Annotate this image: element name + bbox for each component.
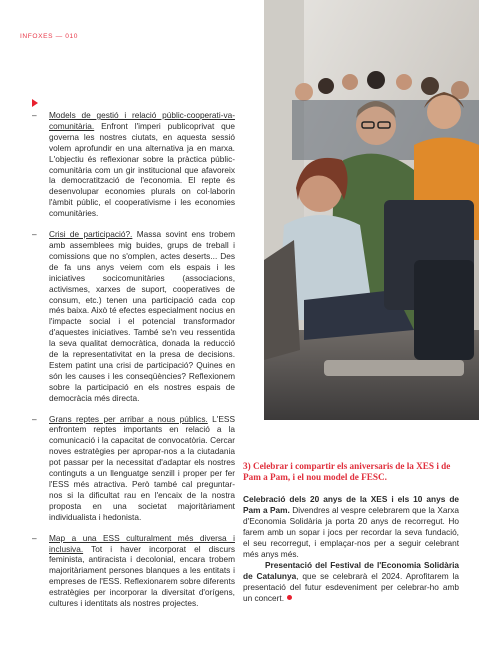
item-title: Models de gestió i relació públic-cooperati-va-comunitària. bbox=[49, 110, 235, 131]
audience-photo bbox=[264, 0, 479, 420]
audience-photo-icon bbox=[264, 0, 479, 420]
paragraph-text: , que se celebrarà el 2024. Aprofitarem la presentació del futur esdeveniment per celebrar-ho amb un concert. bbox=[243, 570, 459, 603]
paragraph-text: Divendres al vespre celebrarem que la Xarxa d'Economia Solidària ja porta 20 anys de recorregut. Ho farem amb un sopar i jocs per recordar la seva fundació, el seu recorregut, i emplaçar-nos per a seguir celebrant més anys més. bbox=[243, 505, 459, 559]
item-title: Crisi de participació?. bbox=[49, 229, 133, 240]
item-title: Map a una ESS culturalment més diversa i inclusiva. bbox=[49, 532, 235, 554]
item-text: L'ESS enfrontem reptes importants en relació a la comunicació i la capacitat de convocatòria. Cercar noves estratègies per apropar-nos a la ciutadania pot passar per la necessitat d'adaptar els nostres continguts a un llenguatge senzill i proper per fer l'ESS més atractiva. Però també cal preguntar-nos si la dificultat rau en l'encaix de la nostra proposta en una societat majoritàriament individualista i hedonista. bbox=[49, 413, 235, 522]
end-mark-icon bbox=[287, 595, 292, 600]
section-heading: 3) Celebrar i compartir els aniversaris de la XES i de Pam a Pam, i el nou model de FESC. bbox=[243, 461, 451, 483]
running-head: INFOXES — 010 bbox=[20, 33, 79, 40]
item-text: Enfront l'imperi publicoprivat que governa les nostres ciutats, en aquesta sessió volem aprofundir en una alternativa ja en marxa. L'objectiu és reflexionar sobre la pràctica públic-comunitària com un gir institucional que afavoreix la democratització de l'economia. El repte és desenvolupar economies plurals on col·laborin l'àmbit públic, el cooperativisme i les economies comunitàries. bbox=[49, 120, 235, 219]
item-text: Tot i haver incorporat el discurs feminista, antiracista i decolonial, encara trobem majoritàriament persones blanques a les entitats i empreses de l'ESS. Reflexionarem sobre diferents estratègies per incorporar la diversitat d'orígens, cultures i identitats als nostres projectes. bbox=[49, 543, 235, 609]
section-marker-icon bbox=[32, 99, 38, 107]
paragraph-lead: Celebració dels 20 anys de la XES i els 10 anys de Pam a Pam. bbox=[243, 494, 459, 516]
right-column bbox=[243, 461, 459, 603]
left-column bbox=[32, 110, 235, 619]
list-item: – Models de gestió i relació públic-cooperati-va-comunitària. Enfront l'imperi publicoprivat que governa les nostres ciutats, en aquesta sessió volem aprofundir en una alternativa ja en marxa. L'objectiu és reflexionar sobre la pràctica públic-comunitària com un gir institucional que afavoreix la democratització de l'economia. El repte és desenvolupar economies plurals on col·laborin l'àmbit públic, el cooperativisme i les economies comunitàries. bbox=[32, 110, 235, 219]
list-item: – Map a una ESS culturalment més diversa i inclusiva. Tot i haver incorporat el discurs feminista, antiracista i decolonial, encara trobem majoritàriament persones blanques a les entitats i empreses de l'ESS. Reflexionarem sobre diferents estratègies per incorporar la diversitat d'orígens, cultures i identitats als nostres projectes. bbox=[32, 532, 235, 609]
item-text: Massa sovint ens trobem amb assemblees mig buides, grups de treball i comissions que no s'omplen, actes deserts... Des de fa uns anys veiem com els espais i les iniciatives socicomunitàries (associacions, activismes, xarxes de suport, cooperatives de consum, etc.) tenen una participació cada cop més baixa. Això té efectes especialment nocius en l'impacte social i el potencial transformador d'aquestes iniciatives. També se'n veu ressentida la seva qualitat democràtica, donada la reducció de la representativitat en la presa de decisions. Estem patint una crisi de participació? Quines en són les causes i les conseqüències? Reflexionem sobre la participació en els nostres espais de democràcia més directa. bbox=[49, 229, 235, 403]
paragraph bbox=[243, 494, 459, 559]
paragraph bbox=[243, 560, 459, 604]
item-title: Grans reptes per arribar a nous públics. bbox=[49, 413, 208, 424]
list-item: – Crisi de participació?. Massa sovint ens trobem amb assemblees mig buides, grups de treball i comissions que no s'omplen, actes deserts... Des de fa uns anys veiem com els espais i les iniciatives socicomunitàries (associacions, activismes, xarxes de suport, cooperatives de consum, etc.) tenen una participació cada cop més baixa. Això té efectes especialment nocius en l'impacte social i el potencial transformador d'aquestes iniciatives. També se'n veu ressentida la seva qualitat democràtica, donada la reducció de la representativitat en la presa de decisions. Estem patint una crisi de participació? Quines en són les causes i les conseqüències? Reflexionem sobre la participació en els nostres espais de democràcia més directa. bbox=[32, 229, 235, 403]
paragraph-lead: Presentació del Festival de l'Economia Solidària de Catalunya bbox=[243, 559, 459, 581]
list-item: – Grans reptes per arribar a nous públics. L'ESS enfrontem reptes importants en relació a la comunicació i la capacitat de convocatòria. Cercar noves estratègies per apropar-nos a la ciutadania pot passar per la necessitat d'adaptar els nostres continguts a un llenguatge senzill i proper per fer l'ESS més atractiva. Però també cal preguntar-nos si la dificultat rau en l'encaix de la nostra proposta en una societat majoritàriament individualista i hedonista. bbox=[32, 413, 235, 522]
